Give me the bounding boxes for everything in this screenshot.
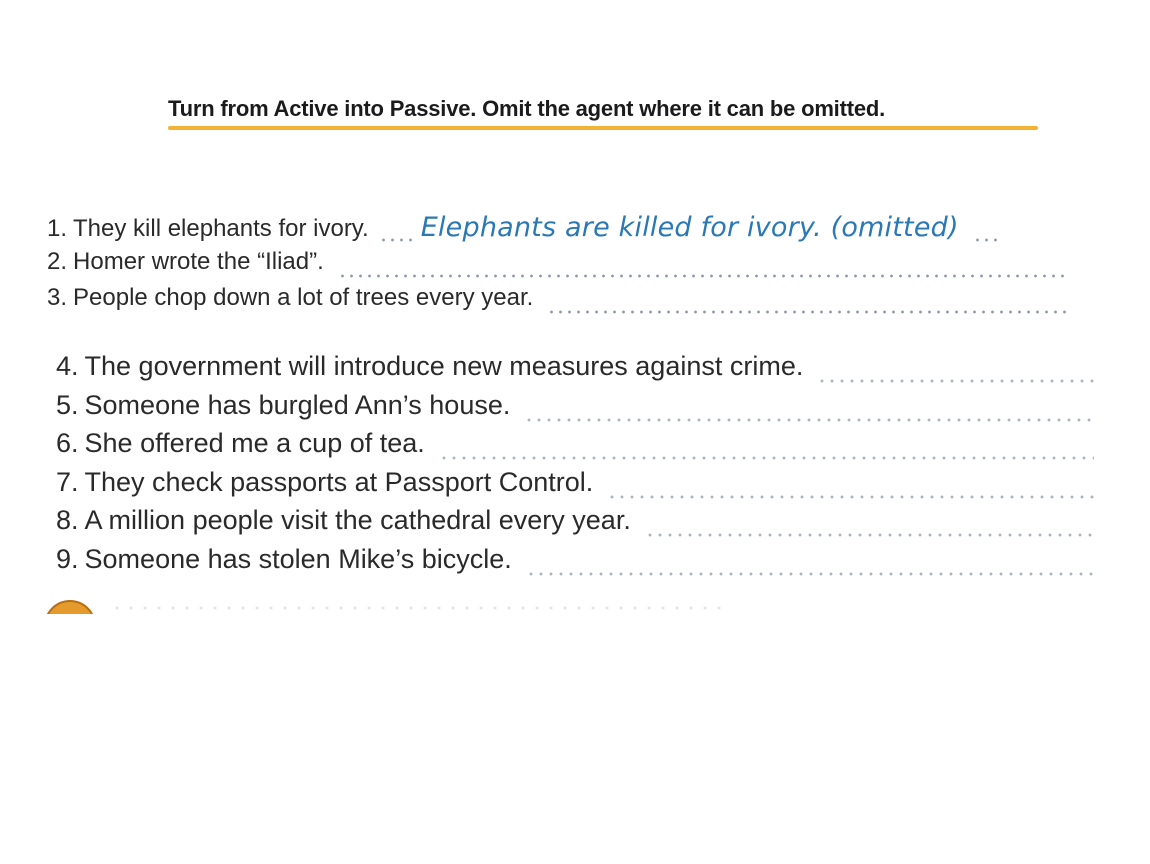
- badge-circle-icon: [44, 600, 96, 614]
- item-sentence: Someone has burgled Ann’s house.: [84, 390, 511, 420]
- instruction-underline: [168, 126, 1038, 130]
- exercise-item-6: [56, 428, 1094, 466]
- item-sentence: People chop down a lot of trees every year.: [73, 284, 534, 311]
- item-sentence: She offered me a cup of tea.: [84, 428, 425, 458]
- answer-dotted-line[interactable]: [547, 308, 1068, 316]
- item-number: 9.: [56, 544, 79, 574]
- item-sentence: They kill elephants for ivory.: [73, 215, 369, 242]
- item-number: 3.: [47, 284, 68, 311]
- answer-dotted-line[interactable]: [607, 493, 1094, 501]
- item-sentence: Homer wrote the “Iliad”.: [73, 248, 324, 275]
- answer-dotted-line[interactable]: [817, 377, 1094, 385]
- item-sentence: The government will introduce new measures against crime.: [84, 351, 804, 381]
- exercise-item-4: [56, 351, 1094, 389]
- exercise-item-3: [47, 284, 1068, 320]
- instruction-heading: Turn from Active into Passive. Omit the agent where it can be omitted.: [168, 96, 886, 121]
- item-number: 7.: [56, 467, 79, 497]
- exercise-item-1: [47, 212, 1068, 248]
- cropped-next-line: [110, 606, 730, 610]
- answer-dotted-line-end: [973, 236, 997, 244]
- item-number: 8.: [56, 505, 79, 535]
- item-sentence: Someone has stolen Mike’s bicycle.: [84, 544, 512, 574]
- answer-dotted-line[interactable]: [526, 570, 1094, 578]
- item-number: 4.: [56, 351, 79, 381]
- item-answer: Elephants are killed for ivory. (omitted): [420, 212, 959, 243]
- next-exercise-badge: [44, 600, 100, 614]
- item-number: 1.: [47, 215, 68, 242]
- instruction-block: [168, 92, 1040, 130]
- item-sentence: A million people visit the cathedral every year.: [84, 505, 631, 535]
- exercise-item-8: [56, 505, 1094, 543]
- item-number: 6.: [56, 428, 79, 458]
- item-number: 2.: [47, 248, 68, 275]
- exercise-item-5: [56, 390, 1094, 428]
- answer-dotted-line[interactable]: [645, 531, 1094, 539]
- item-number: 5.: [56, 390, 79, 420]
- answer-dotted-line[interactable]: [439, 454, 1094, 462]
- answer-dotted-line[interactable]: [524, 416, 1094, 424]
- answer-dotted-line[interactable]: [338, 272, 1068, 280]
- exercise-item-7: [56, 467, 1094, 505]
- exercise-item-9: [56, 544, 1094, 582]
- item-sentence: They check passports at Passport Control.: [84, 467, 594, 497]
- exercise-item-2: [47, 248, 1068, 284]
- answer-dotted-line[interactable]: [379, 236, 417, 244]
